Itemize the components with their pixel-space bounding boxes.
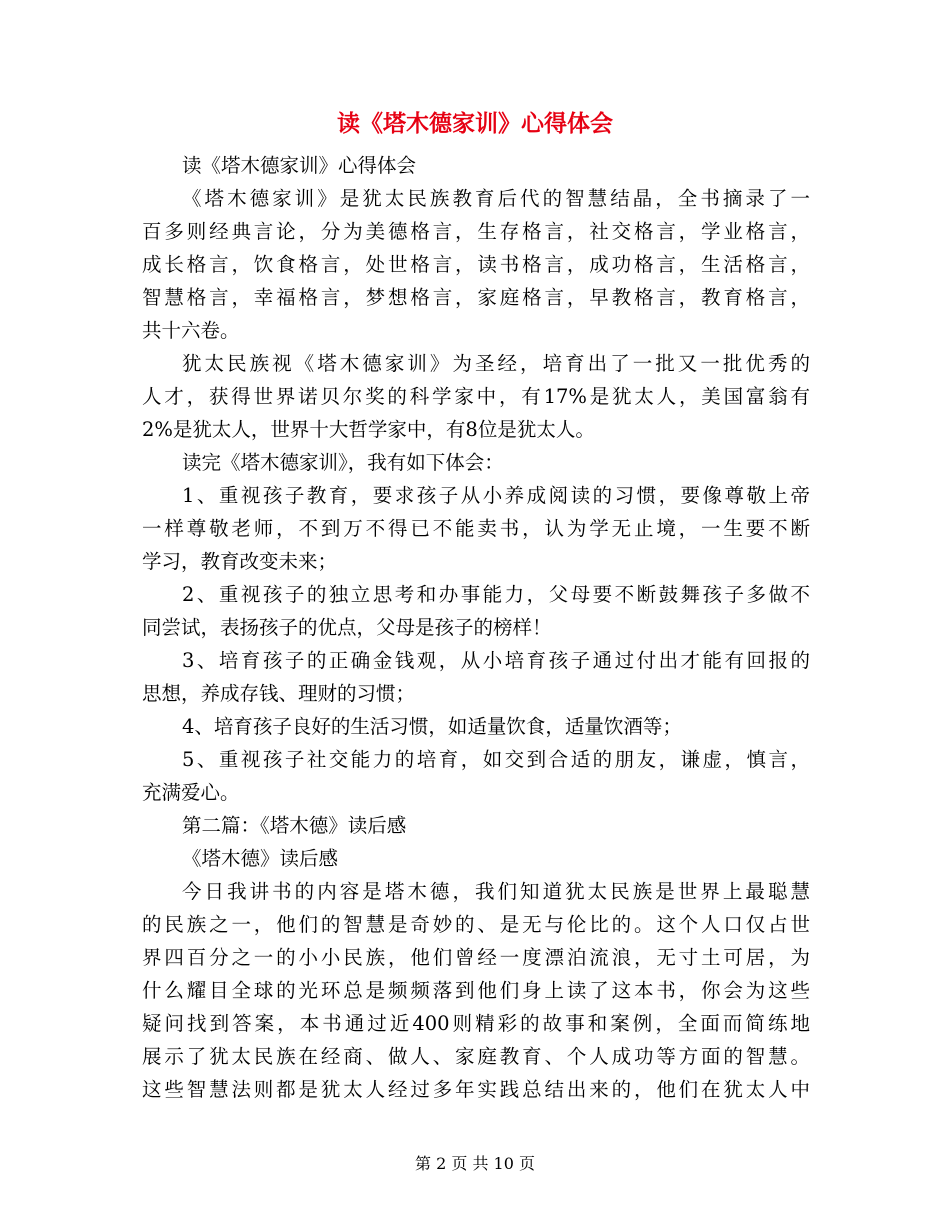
text-line: 共十六卷。 [142, 319, 240, 342]
text-line: 百多则经典言论，分为美德格言，生存格言，社交格言，学业格言， [142, 220, 810, 243]
text-line: 2、重视孩子的独立思考和办事能力，父母要不断鼓舞孩子多做不 [182, 583, 810, 606]
text-line: 思想，养成存钱、理财的习惯； [142, 682, 416, 705]
text-line: 5、重视孩子社交能力的培育，如交到合适的朋友，谦虚，慎言， [182, 748, 810, 771]
text-line: 这些智慧法则都是犹太人经过多年实践总结出来的，他们在犹太人中 [142, 1078, 810, 1101]
document-body [142, 149, 810, 1106]
text-line: 什么耀目全球的光环总是频频落到他们身上读了这本书，你会为这些 [142, 979, 810, 1002]
text-line: 4、培育孩子良好的生活习惯，如适量饮食，适量饮酒等； [182, 715, 682, 738]
text-line: 一样尊敬老师，不到万不得已不能卖书，认为学无止境，一生要不断 [142, 517, 810, 540]
text-line: 成长格言，饮食格言，处世格言，读书格言，成功格言，生活格言， [142, 253, 810, 276]
text-line: 2%是犹太人，世界十大哲学家中，有8位是犹太人。 [142, 418, 595, 441]
text-line: 3、培育孩子的正确金钱观，从小培育孩子通过付出才能有回报的 [182, 649, 810, 672]
text-line: 第二篇：《塔木德》读后感 [182, 814, 407, 837]
text-line: 学习，教育改变未来； [142, 550, 338, 573]
text-line: 今日我讲书的内容是塔木德，我们知道犹太民族是世界上最聪慧 [182, 880, 810, 903]
text-line: 犹太民族视《塔木德家训》为圣经，培育出了一批又一批优秀的 [182, 352, 810, 375]
text-line: 的民族之一，他们的智慧是奇妙的、是无与伦比的。这个人口仅占世 [142, 913, 810, 936]
document-title: 读《塔木德家训》心得体会 [337, 111, 613, 137]
text-line: 智慧格言，幸福格言，梦想格言，家庭格言，早教格言，教育格言， [142, 286, 810, 309]
text-line: 界四百分之一的小小民族，他们曾经一度漂泊流浪，无寸土可居，为 [142, 946, 810, 969]
text-line: 1、重视孩子教育，要求孩子从小养成阅读的习惯，要像尊敬上帝 [182, 484, 810, 507]
text-line: 《塔木德家训》是犹太民族教育后代的智慧结晶，全书摘录了一 [182, 187, 810, 210]
text-line: 读完《塔木德家训》，我有如下体会： [182, 451, 504, 474]
text-line: 展示了犹太民族在经商、做人、家庭教育、个人成功等方面的智慧。 [142, 1045, 810, 1068]
text-line: 《塔木德》读后感 [182, 847, 339, 870]
text-line: 充满爱心。 [142, 781, 240, 804]
text-line: 疑问找到答案，本书通过近400则精彩的故事和案例，全面而简练地 [142, 1012, 810, 1035]
text-line: 同尝试，表扬孩子的优点，父母是孩子的榜样！ [142, 616, 552, 639]
page-number-footer: 第 2 页 共 10 页 [415, 1154, 535, 1173]
text-line: 读《塔木德家训》心得体会 [182, 154, 417, 177]
text-line: 人才，获得世界诺贝尔奖的科学家中，有17%是犹太人，美国富翁有 [142, 385, 810, 408]
